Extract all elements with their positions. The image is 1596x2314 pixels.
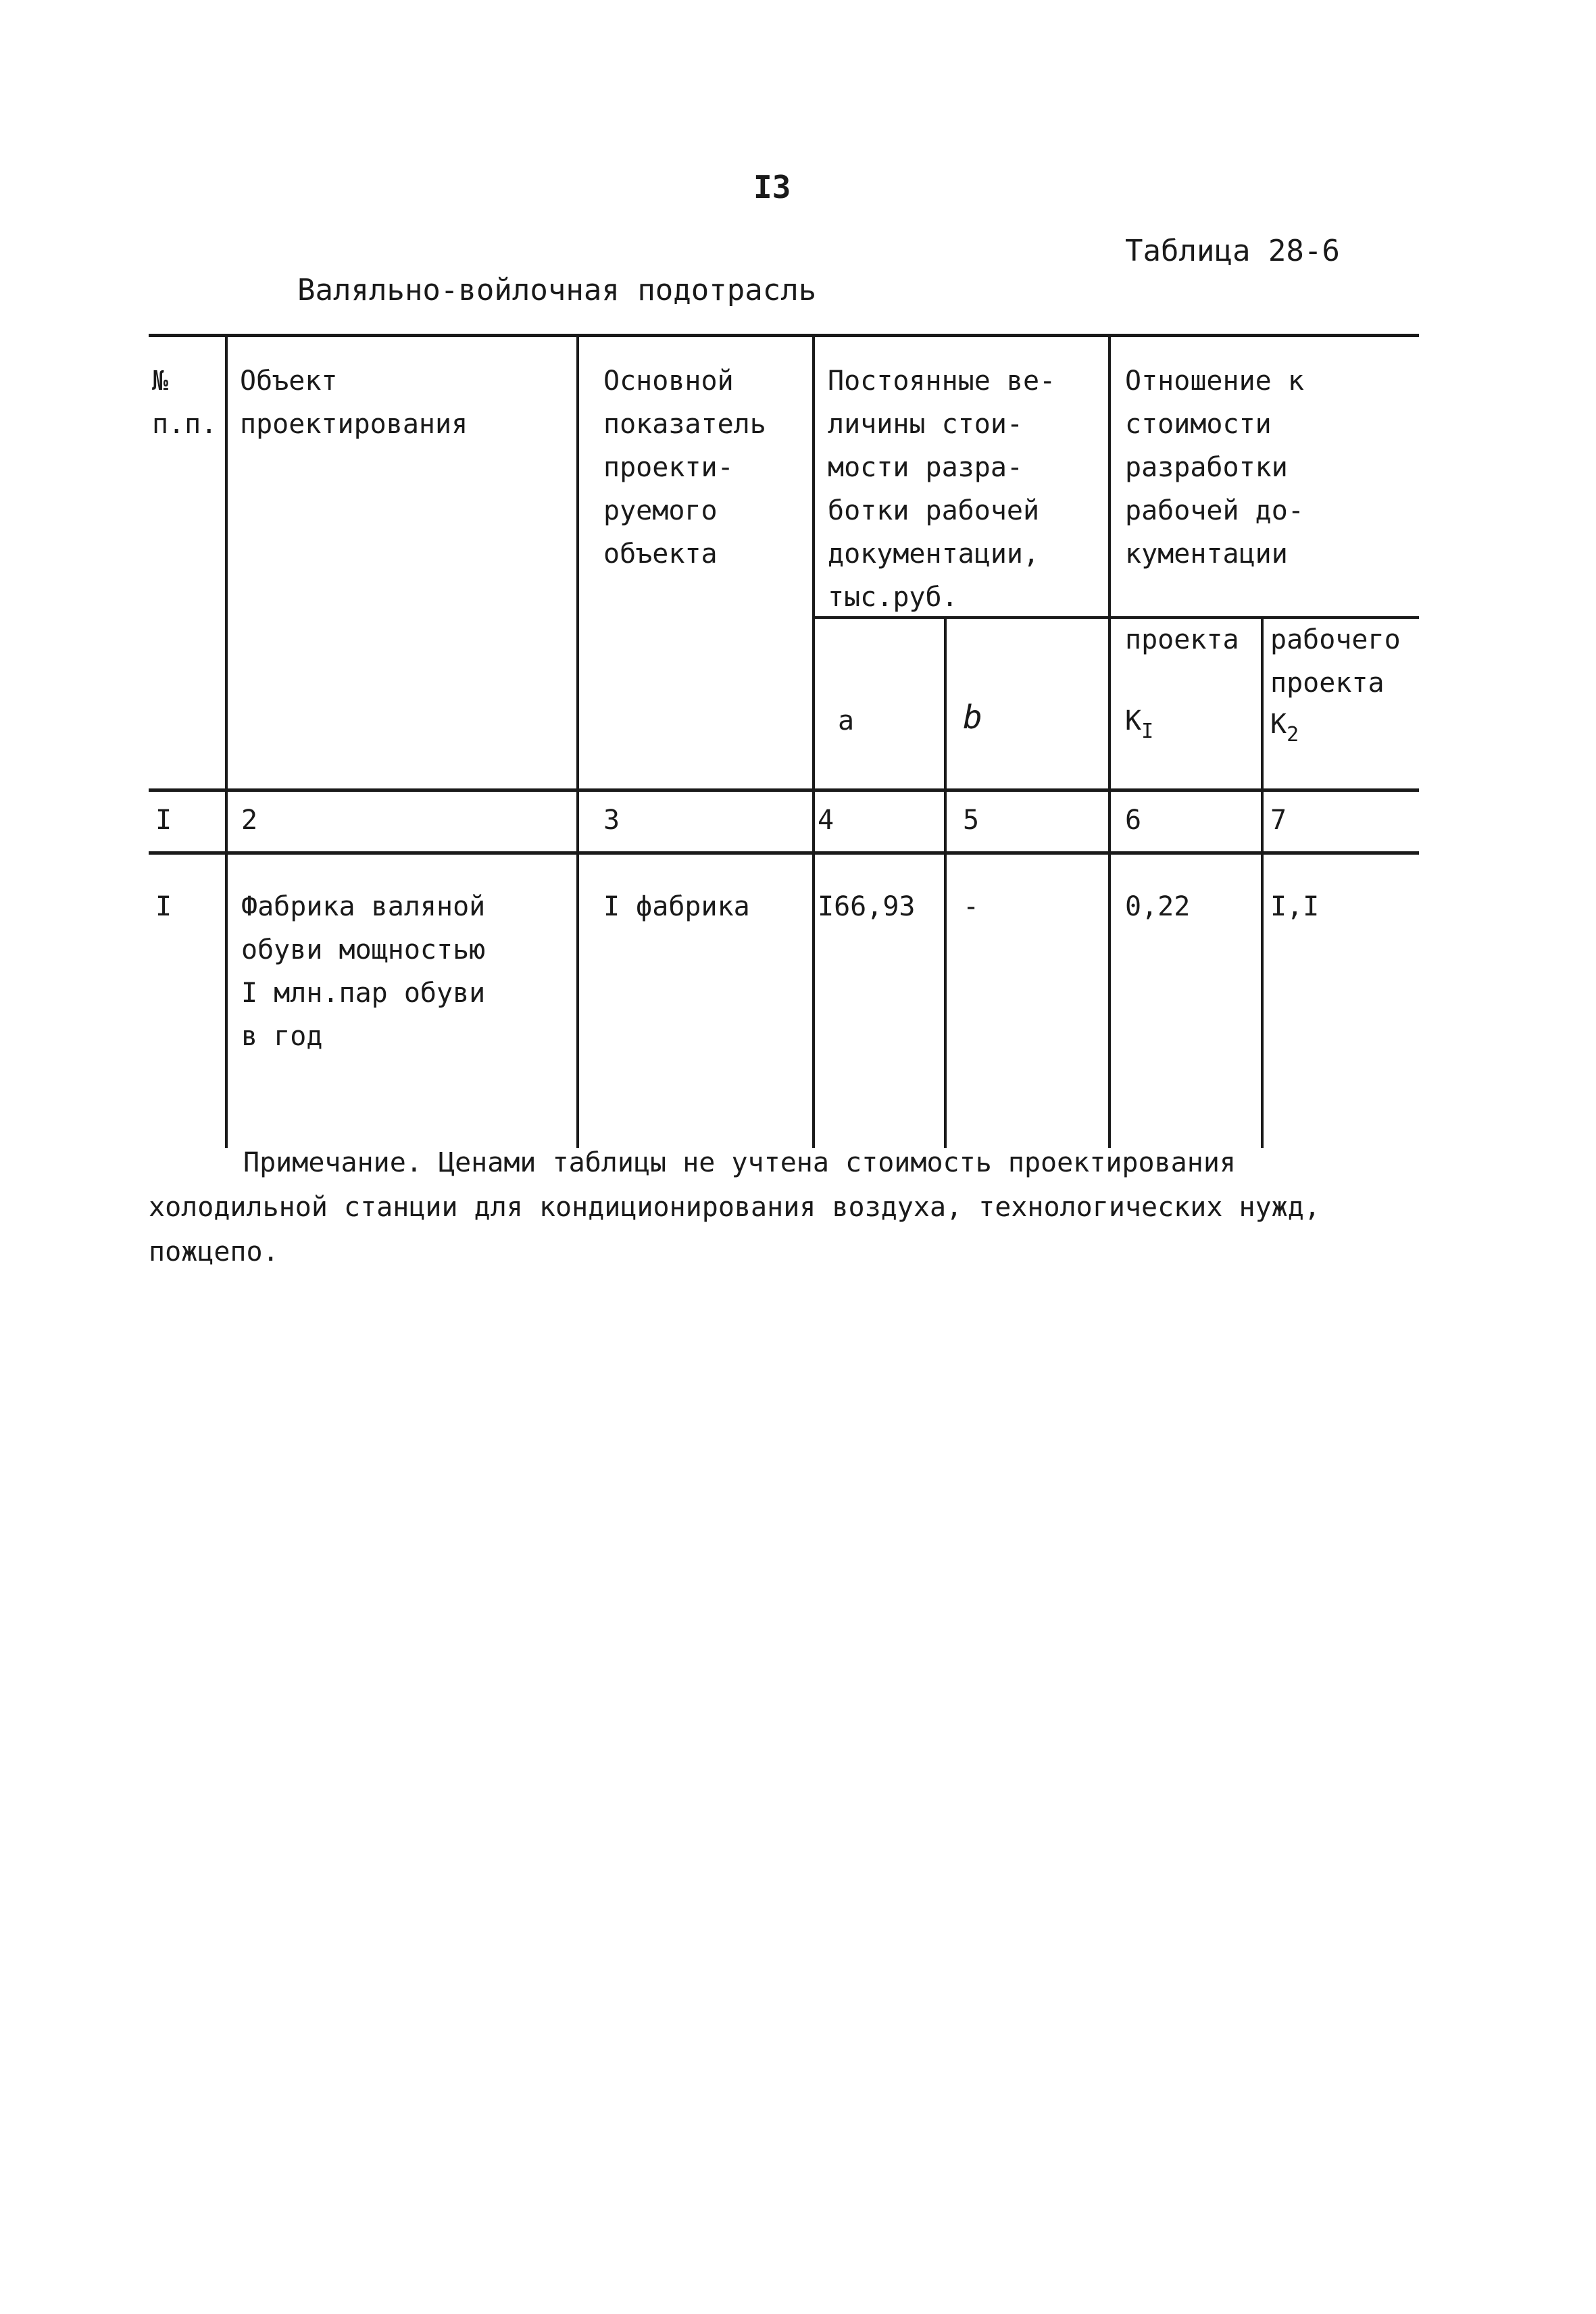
table-top-rule: [149, 334, 1419, 337]
row-value-b: -: [963, 891, 980, 922]
row-k1: 0,22: [1125, 891, 1191, 922]
row-indicator: I фабрика: [603, 891, 750, 922]
colnum-6: 6: [1125, 805, 1142, 836]
column-numbers-bottom-rule: [149, 851, 1419, 855]
col-divider-4: [944, 618, 947, 1148]
header-sub-a: а: [838, 705, 855, 736]
header-sub-working-project: рабочего проекта: [1270, 624, 1401, 699]
header-sub-b: b: [963, 699, 982, 736]
table-label: Таблица 28-6: [1125, 234, 1340, 268]
header-sub-k2: [1270, 703, 1299, 749]
colnum-3: 3: [603, 805, 620, 836]
header-sub-project: проекта: [1125, 624, 1239, 655]
table-note: [149, 1140, 1365, 1274]
header-sub-k1: [1125, 699, 1153, 745]
col-divider-1: [225, 337, 228, 1148]
row-value-a: I66,93: [818, 891, 916, 922]
header-num: № п.п.: [152, 366, 218, 440]
note-text: Примечание. Ценами таблицы не учтена стоимость проектирования холодильной станции для кондиционирования воздуха, технологических нужд, пожцепо.: [149, 1147, 1320, 1267]
colnum-1: I: [155, 805, 172, 836]
row-k2: I,I: [1270, 891, 1320, 922]
col-divider-5: [1108, 337, 1111, 1148]
col-divider-6: [1261, 618, 1264, 1148]
header-bottom-rule: [149, 788, 1419, 792]
header-indicator: Основной показатель проекти- руемого объекта: [603, 366, 766, 570]
header-object: Объект проектирования: [240, 366, 468, 440]
colnum-4: 4: [818, 805, 834, 836]
row-object: Фабрика валяной обуви мощностью I млн.пар обуви в год: [241, 891, 486, 1052]
col-divider-2: [576, 337, 579, 1148]
colnum-7: 7: [1270, 805, 1287, 836]
col-divider-3: [812, 337, 815, 1148]
page-number: I3: [753, 169, 791, 205]
k1-symbol: К: [1125, 705, 1142, 736]
colnum-2: 2: [241, 805, 258, 836]
table-subtitle: Валяльно-войлочная подотрасль: [297, 273, 817, 307]
k2-symbol: К: [1270, 709, 1287, 740]
k1-index: I: [1141, 720, 1154, 743]
header-ratio: Отношение к стоимости разработки рабочей до- кументации: [1125, 366, 1304, 570]
header-constants: Постоянные ве- личины стои- мости разра- ботки рабочей документации, тыс.руб.: [828, 366, 1056, 613]
k2-index: 2: [1287, 723, 1299, 747]
row-num: I: [155, 891, 172, 922]
colnum-5: 5: [963, 805, 980, 836]
